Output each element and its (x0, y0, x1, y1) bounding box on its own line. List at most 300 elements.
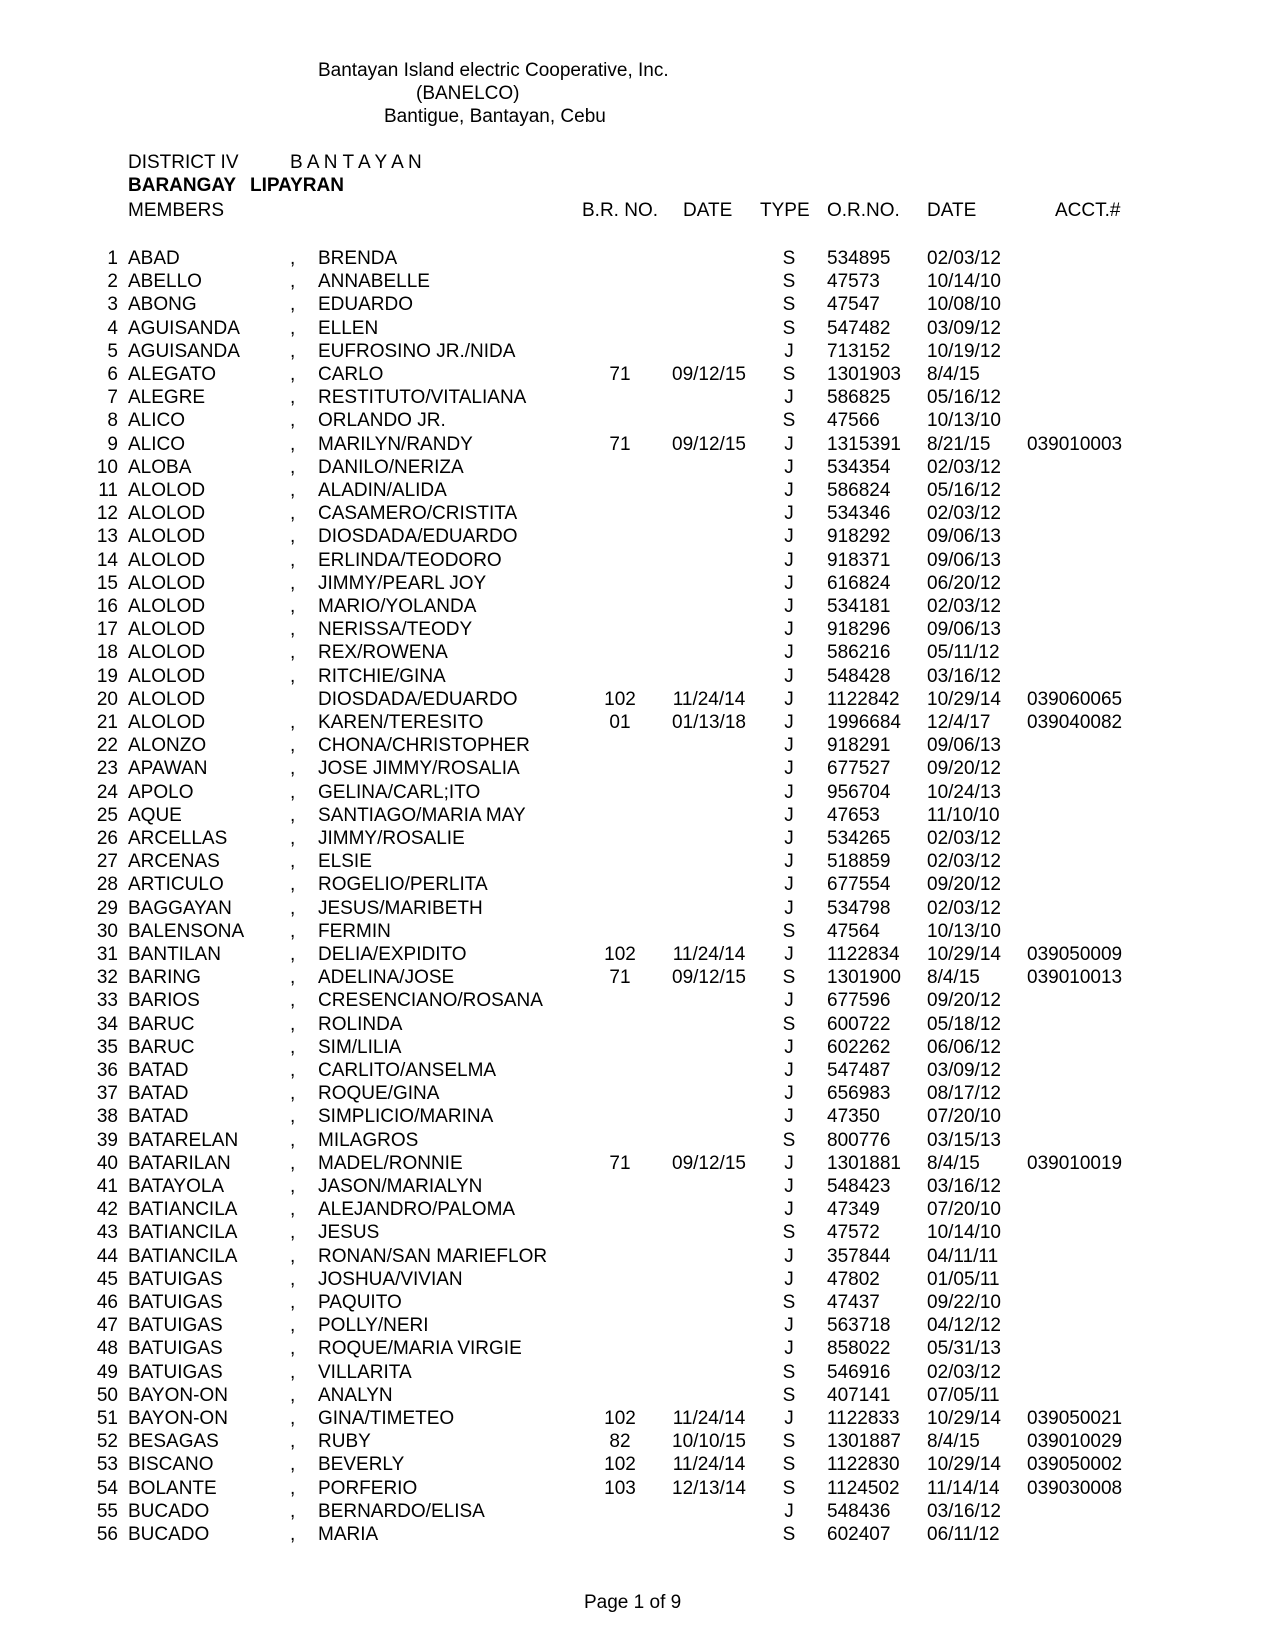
br-date: 09/12/15 (672, 967, 746, 989)
col-date2: DATE (927, 200, 977, 221)
name-separator: , (290, 1384, 296, 1406)
member-type: J (784, 990, 794, 1012)
first-name: CHONA/CHRISTOPHER (318, 735, 530, 757)
or-date: 05/31/13 (927, 1338, 1001, 1360)
first-name: ANALYN (318, 1384, 393, 1406)
or-no: 600722 (827, 1013, 891, 1035)
or-date: 08/17/12 (927, 1083, 1001, 1105)
last-name: BAYON-ON (128, 1384, 228, 1406)
row-number: 28 (96, 874, 118, 896)
table-row (0, 642, 1275, 665)
member-type: S (782, 410, 796, 432)
br-no: 71 (609, 364, 631, 385)
member-type: S (782, 920, 796, 942)
row-number: 17 (96, 619, 118, 641)
or-date: 01/05/11 (927, 1268, 1000, 1290)
table-row (0, 341, 1275, 364)
last-name: BATARELAN (128, 1129, 239, 1151)
row-number: 55 (96, 1500, 118, 1522)
or-date: 03/15/13 (927, 1129, 1001, 1151)
or-date: 06/06/12 (927, 1036, 1001, 1058)
name-separator: , (290, 410, 296, 432)
name-separator: , (290, 364, 296, 385)
last-name: BATAD (128, 1106, 189, 1128)
or-no: 616824 (827, 572, 891, 594)
last-name: AQUE (128, 804, 182, 826)
table-row (0, 1478, 1275, 1501)
or-no: 1301903 (827, 364, 901, 385)
row-number: 29 (96, 897, 118, 919)
member-type: S (782, 1477, 796, 1499)
br-date: 11/24/14 (672, 1408, 746, 1429)
table-row (0, 1524, 1275, 1547)
row-number: 45 (96, 1268, 118, 1290)
last-name: ALOLOD (128, 526, 206, 548)
member-type: J (784, 619, 794, 641)
name-separator: , (290, 897, 296, 919)
row-number: 24 (96, 781, 118, 803)
row-number: 26 (96, 828, 118, 849)
last-name: ALOLOD (128, 503, 206, 525)
table-row (0, 967, 1275, 990)
row-number: 48 (96, 1338, 118, 1360)
or-no: 677554 (827, 874, 891, 896)
name-separator: , (290, 1477, 296, 1499)
first-name: JOSE JIMMY/ROSALIA (318, 758, 520, 780)
last-name: ARTICULO (128, 874, 224, 896)
member-type: J (784, 1500, 794, 1522)
name-separator: , (290, 480, 296, 501)
br-no: 103 (604, 1477, 636, 1499)
row-number: 12 (96, 503, 118, 525)
table-row (0, 364, 1275, 387)
or-no: 918292 (827, 526, 891, 548)
name-separator: , (290, 619, 296, 641)
row-number: 50 (96, 1384, 118, 1406)
member-type: J (784, 642, 794, 664)
row-number: 8 (107, 410, 118, 432)
row-number: 9 (107, 433, 118, 455)
or-no: 656983 (827, 1083, 891, 1105)
first-name: ALEJANDRO/PALOMA (318, 1199, 516, 1221)
first-name: KAREN/TERESITO (318, 712, 484, 733)
table-row (0, 1222, 1275, 1245)
or-date: 03/16/12 (927, 1176, 1001, 1197)
or-date: 10/19/12 (927, 340, 1001, 362)
br-date: 01/13/18 (672, 712, 746, 733)
member-type: J (784, 688, 794, 710)
or-no: 1122842 (827, 688, 900, 710)
or-no: 47437 (827, 1292, 880, 1313)
first-name: ROQUE/GINA (318, 1083, 440, 1105)
member-type: J (784, 1245, 794, 1267)
br-date: 11/24/14 (672, 1454, 746, 1476)
member-type: J (784, 1152, 794, 1174)
member-type: J (784, 340, 794, 362)
first-name: JIMMY/PEARL JOY (318, 572, 487, 594)
first-name: BERNARDO/ELISA (318, 1500, 485, 1522)
or-date: 09/20/12 (927, 874, 1001, 896)
member-type: J (784, 456, 794, 478)
last-name: ALOLOD (128, 688, 206, 710)
member-type: J (784, 851, 794, 873)
or-date: 03/16/12 (927, 665, 1001, 687)
first-name: ANNABELLE (318, 271, 430, 293)
org-abbr: (BANELCO) (416, 83, 520, 104)
last-name: ALEGRE (128, 387, 206, 409)
account-no: 039050021 (1027, 1408, 1123, 1429)
member-type: J (784, 944, 794, 965)
member-type: J (784, 1408, 794, 1429)
name-separator: , (290, 712, 296, 733)
or-date: 09/22/10 (927, 1292, 1001, 1313)
district-name: B A N T A Y A N (290, 152, 422, 173)
or-date: 09/06/13 (927, 735, 1001, 757)
or-no: 956704 (827, 781, 891, 803)
name-separator: , (290, 1361, 296, 1383)
last-name: ALEGATO (128, 364, 216, 385)
table-row (0, 666, 1275, 689)
or-date: 09/20/12 (927, 758, 1001, 780)
row-number: 27 (96, 851, 118, 873)
or-no: 534895 (827, 248, 891, 269)
row-number: 53 (96, 1454, 118, 1476)
first-name: CARLITO/ANSELMA (318, 1060, 497, 1081)
row-number: 54 (96, 1477, 118, 1499)
or-date: 10/29/14 (927, 944, 1001, 965)
last-name: ALONZO (128, 735, 207, 757)
or-no: 47802 (827, 1268, 880, 1290)
table-row (0, 1454, 1275, 1477)
col-acct: ACCT.# (1055, 200, 1121, 221)
or-no: 1122834 (827, 944, 900, 965)
first-name: CARLO (318, 364, 384, 385)
row-number: 52 (96, 1431, 118, 1453)
name-separator: , (290, 526, 296, 548)
member-type: S (782, 248, 796, 269)
last-name: BAYON-ON (128, 1408, 228, 1429)
table-row (0, 526, 1275, 549)
first-name: ELSIE (318, 851, 372, 873)
member-type: S (782, 1361, 796, 1383)
col-type: TYPE (760, 200, 810, 221)
name-separator: , (290, 1315, 296, 1337)
row-number: 16 (96, 596, 118, 617)
last-name: BANTILAN (128, 944, 221, 965)
row-number: 23 (96, 758, 118, 780)
last-name: BATARILAN (128, 1152, 231, 1174)
last-name: BOLANTE (128, 1477, 217, 1499)
row-number: 2 (107, 271, 118, 293)
member-type: J (784, 387, 794, 409)
or-date: 04/12/12 (927, 1315, 1001, 1337)
first-name: EDUARDO (318, 294, 414, 316)
br-no: 71 (609, 433, 631, 455)
last-name: ALOLOD (128, 665, 206, 687)
member-type: S (782, 1292, 796, 1313)
or-date: 10/13/10 (927, 410, 1001, 432)
row-number: 11 (98, 480, 118, 501)
name-separator: , (290, 1431, 296, 1453)
last-name: ABELLO (128, 271, 202, 293)
row-number: 25 (96, 804, 118, 826)
member-type: J (784, 526, 794, 548)
or-no: 918291 (827, 735, 891, 757)
last-name: BATAD (128, 1083, 189, 1105)
last-name: BATAYOLA (128, 1176, 225, 1197)
member-type: S (782, 1524, 796, 1545)
or-date: 10/29/14 (927, 688, 1001, 710)
br-date: 10/10/15 (672, 1431, 746, 1453)
name-separator: , (290, 294, 296, 316)
or-no: 47566 (827, 410, 880, 432)
table-row (0, 1431, 1275, 1454)
or-date: 8/4/15 (927, 1431, 980, 1453)
table-row (0, 1246, 1275, 1269)
first-name: PAQUITO (318, 1292, 402, 1313)
name-separator: , (290, 1292, 296, 1313)
or-no: 1996684 (827, 712, 901, 733)
first-name: REX/ROWENA (318, 642, 448, 664)
last-name: BARUC (128, 1036, 195, 1058)
name-separator: , (290, 828, 296, 849)
last-name: ARCENAS (128, 851, 220, 873)
name-separator: , (290, 1060, 296, 1081)
table-row (0, 805, 1275, 828)
or-no: 1301887 (827, 1431, 901, 1453)
name-separator: , (290, 1036, 296, 1058)
member-type: J (784, 712, 794, 733)
or-no: 677596 (827, 990, 891, 1012)
name-separator: , (290, 874, 296, 896)
row-number: 39 (96, 1129, 118, 1151)
or-no: 534265 (827, 828, 891, 849)
row-number: 42 (96, 1199, 118, 1221)
last-name: BATUIGAS (128, 1338, 223, 1360)
or-date: 05/16/12 (927, 387, 1001, 409)
row-number: 1 (107, 248, 118, 269)
or-date: 8/21/15 (927, 433, 991, 455)
name-separator: , (290, 503, 296, 525)
table-row (0, 1060, 1275, 1083)
or-no: 1124502 (827, 1477, 900, 1499)
name-separator: , (290, 1013, 296, 1035)
or-no: 586825 (827, 387, 891, 409)
or-no: 534354 (827, 456, 891, 478)
row-number: 34 (96, 1013, 118, 1035)
table-row (0, 921, 1275, 944)
row-number: 6 (107, 364, 118, 385)
or-no: 602407 (827, 1524, 891, 1545)
member-type: J (784, 874, 794, 896)
or-no: 586824 (827, 480, 891, 501)
last-name: BATIANCILA (128, 1222, 238, 1244)
table-row (0, 480, 1275, 503)
member-type: S (782, 1384, 796, 1406)
name-separator: , (290, 804, 296, 826)
name-separator: , (290, 1500, 296, 1522)
br-date: 11/24/14 (672, 944, 746, 965)
or-no: 858022 (827, 1338, 891, 1360)
or-no: 1122833 (827, 1408, 900, 1429)
table-row (0, 1037, 1275, 1060)
table-row (0, 851, 1275, 874)
or-date: 8/4/15 (927, 364, 980, 385)
row-number: 7 (107, 387, 118, 409)
district-label: DISTRICT IV (128, 152, 239, 173)
org-address: Bantigue, Bantayan, Cebu (384, 106, 606, 127)
member-type: J (784, 1176, 794, 1197)
account-no: 039010013 (1027, 967, 1123, 989)
first-name: EUFROSINO JR./NIDA (318, 340, 516, 362)
member-type: J (784, 781, 794, 803)
name-separator: , (290, 549, 296, 571)
or-no: 677527 (827, 758, 891, 780)
last-name: ALOLOD (128, 642, 206, 664)
or-date: 05/18/12 (927, 1013, 1001, 1035)
first-name: DANILO/NERIZA (318, 456, 464, 478)
name-separator: , (290, 642, 296, 664)
or-no: 407141 (827, 1384, 891, 1406)
or-date: 02/03/12 (927, 456, 1001, 478)
or-no: 47573 (827, 271, 880, 293)
table-row (0, 318, 1275, 341)
row-number: 49 (96, 1361, 118, 1383)
member-type: S (782, 1129, 796, 1151)
table-row (0, 1292, 1275, 1315)
col-br-no: B.R. NO. (582, 200, 659, 221)
last-name: BATIANCILA (128, 1199, 238, 1221)
name-separator: , (290, 1524, 296, 1545)
name-separator: , (290, 990, 296, 1012)
table-row (0, 1338, 1275, 1361)
last-name: BARING (128, 967, 201, 989)
account-no: 039050009 (1027, 944, 1123, 965)
member-type: S (782, 1222, 796, 1244)
first-name: ORLANDO JR. (318, 410, 446, 432)
name-separator: , (290, 433, 296, 455)
row-number: 33 (96, 990, 118, 1012)
row-number: 56 (96, 1524, 118, 1545)
br-no: 82 (609, 1431, 631, 1453)
first-name: JESUS/MARIBETH (318, 897, 483, 919)
or-no: 547482 (827, 317, 891, 339)
row-number: 15 (96, 572, 118, 594)
member-type: S (782, 1454, 796, 1476)
row-number: 47 (96, 1315, 118, 1337)
row-number: 44 (96, 1245, 118, 1267)
first-name: DIOSDADA/EDUARDO (318, 526, 518, 548)
last-name: ALOLOD (128, 712, 206, 733)
member-type: J (784, 549, 794, 571)
first-name: GELINA/CARL;ITO (318, 781, 481, 803)
or-date: 03/16/12 (927, 1500, 1001, 1522)
last-name: BATUIGAS (128, 1315, 223, 1337)
first-name: VILLARITA (318, 1361, 412, 1383)
last-name: BISCANO (128, 1454, 214, 1476)
first-name: GINA/TIMETEO (318, 1408, 455, 1429)
row-number: 22 (96, 735, 118, 757)
row-number: 3 (107, 294, 118, 316)
first-name: ROQUE/MARIA VIRGIE (318, 1338, 522, 1360)
member-type: J (784, 433, 794, 455)
first-name: DELIA/EXPIDITO (318, 944, 467, 965)
row-number: 37 (96, 1083, 118, 1105)
table-row (0, 1199, 1275, 1222)
table-row (0, 712, 1275, 735)
table-row (0, 735, 1275, 758)
account-no: 039030008 (1027, 1477, 1123, 1499)
name-separator: , (290, 1222, 296, 1244)
table-row (0, 550, 1275, 573)
or-no: 918371 (827, 549, 891, 571)
member-type: J (784, 1106, 794, 1128)
member-type: J (784, 1268, 794, 1290)
table-row (0, 619, 1275, 642)
last-name: ABONG (128, 294, 197, 316)
or-no: 47564 (827, 920, 880, 942)
member-type: J (784, 897, 794, 919)
or-date: 09/20/12 (927, 990, 1001, 1012)
row-number: 46 (96, 1292, 118, 1313)
row-number: 31 (96, 944, 118, 965)
br-date: 12/13/14 (672, 1477, 746, 1499)
last-name: ALOLOD (128, 549, 206, 571)
last-name: APOLO (128, 781, 194, 803)
table-row (0, 410, 1275, 433)
table-row (0, 503, 1275, 526)
row-number: 32 (96, 967, 118, 989)
table-row (0, 1014, 1275, 1037)
org-name: Bantayan Island electric Cooperative, Inc. (318, 60, 669, 81)
last-name: BUCADO (128, 1500, 210, 1522)
last-name: BATUIGAS (128, 1268, 223, 1290)
table-row (0, 248, 1275, 271)
first-name: NERISSA/TEODY (318, 619, 473, 641)
row-number: 5 (107, 340, 118, 362)
member-type: J (784, 1199, 794, 1221)
name-separator: , (290, 1152, 296, 1174)
last-name: ALOLOD (128, 619, 206, 641)
last-name: ALICO (128, 410, 186, 432)
name-separator: , (290, 317, 296, 339)
or-no: 47547 (827, 294, 880, 316)
member-type: J (784, 1083, 794, 1105)
br-no: 102 (604, 1454, 636, 1476)
table-row (0, 1501, 1275, 1524)
name-separator: , (290, 781, 296, 803)
name-separator: , (290, 1106, 296, 1128)
br-date: 11/24/14 (672, 688, 746, 710)
first-name: RUBY (318, 1431, 371, 1453)
or-date: 02/03/12 (927, 596, 1001, 617)
table-row (0, 828, 1275, 851)
or-date: 05/11/12 (927, 642, 1000, 664)
name-separator: , (290, 596, 296, 617)
table-row (0, 782, 1275, 805)
or-date: 02/03/12 (927, 503, 1001, 525)
table-row (0, 1385, 1275, 1408)
row-number: 35 (96, 1036, 118, 1058)
last-name: ARCELLAS (128, 828, 228, 849)
member-type: J (784, 804, 794, 826)
or-no: 548436 (827, 1500, 891, 1522)
row-number: 10 (96, 456, 118, 478)
name-separator: , (290, 456, 296, 478)
account-no: 039010003 (1027, 433, 1123, 455)
account-no: 039060065 (1027, 688, 1123, 710)
account-no: 039010029 (1027, 1431, 1123, 1453)
